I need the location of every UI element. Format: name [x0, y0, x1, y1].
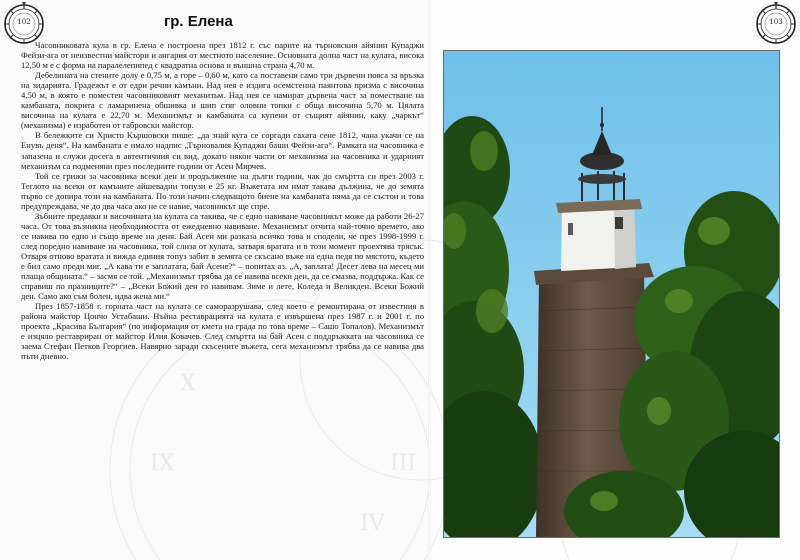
clock-tower-photo — [443, 50, 780, 538]
svg-text:IX: IX — [150, 451, 175, 476]
page-number-right: 103 — [769, 18, 783, 26]
paragraph: Зъбните предавки и височината на кулата са такива, че с едно навиване часовникът може да работи 26-27 часа. От това възникна необходимостта от ежедневно навиване. Механизмът отчита най-точно времето, ако се навива по едно и също време на деня. Бай Асен ми разказа всичко това и сподели, че през 1998-1999 г. след поредно навиване на часовника, той слиза от кулата, затваря вратата и в този момент проехтява трясък. Отваря отново вратата и вижда единия топуз забит в земята се скъсано въже на една педя по мястото, където е бил само преди миг. „А кава ти е заплатата, бай Асене?“ – попитах аз. „А, заплата! Десет лева на месец ми плаща общината.“ – засмя се той. „Механизмът трябва да се навива всеки ден, да се смазва, поддържа. Как се справиш по празниците?“ – „Всеки Божий ден го навивам. Зиме и лете, Коледа и Великден. Всеки Божий ден. Само ако съм болен, идва жена ми.“ — [21, 210, 424, 302]
page-title: гр. Елена — [164, 13, 233, 30]
paragraph: През 1857-1858 г. горната част на кулата се саморазрушава, след което е ремонтирана от известния в района майстор Цончо Устабаши. Нъйна реставрацията на кулата е извършена през 1987 г. и 2001 г. по проекта „Красива България“ (по информация от кмета на града по това време – Сашо Топалов). Механизмът е изцяло реставриран от майстор Илия Ковачев. След смъртта на бай Асен с поддръжката на часовника се зaема Стефан Петков Георгиев. Навярно заради скъсените въжета, сега механизмът трябва да се навива два пъти дневно. — [21, 301, 424, 362]
paragraph: Часовниковата кула в гр. Елена е построена през 1812 г. със парите на търновския айянин Купаджи Фейзи-ага от неизвестни майстори и ангария от местното население. Основната долна част на кулата, висока 12,50 м е с форма на паралелепипед с квадратна основа и външна страна 4,70 м. — [21, 40, 424, 71]
paragraph: Дебелината на стените долу е 0,75 м, а горе – 0,60 м, като са поставени само три дървени пояса за връзка на зидарията. Градежът е от едри речни камъни. Над нея е издига осемстенна паянтова призма с височина 4,50 м, в която е поместен часовниковият механизъм. Над нея се намират дървена част за поместване на камбаната, покрита с ламаринена обшивка и шип стяг оловни топки с обща височина 5,70 м. Цялата височина на кулата е 22,70 м. Механизмът и камбаната са купени от същият айянин, каку „чаркът“ (механизма) е изработен от габровски майстор. — [21, 70, 424, 131]
photo-image — [444, 51, 779, 537]
article-body — [21, 40, 424, 362]
svg-text:X: X — [180, 371, 196, 396]
paragraph: Той се грижи за часовника всеки ден и продължение на дълги години, чак до смъртта си през 2003 г. Теглото на всеки от камъните айшевадни топузи е 25 кг. Въжетата им имат такава дължина, че до земята първо се допира този на камбаната. По този начин следващото биене на камбаната няма да се състои и това предупреждава, че до два часа ако не се навие, часовникът ще спре. — [21, 170, 424, 211]
paragraph: В бележките си Христо Кършовски пише: „да знай куга се соргади сахатa сене 1812, чана укачи се на Енувъ деня“. На камбаната е имало надпис „Търновалия Купаджи баши Фейзи-ага“. Рамката на часовника е запазена и служи досега в автентичния си вид, докато някои части от механизма на часовника и ударният механизъм са подменяни през последните години от Асен Мирчев. — [21, 130, 424, 171]
svg-text:III: III — [390, 451, 417, 476]
page-number-left: 102 — [17, 18, 31, 26]
page-gutter — [428, 0, 431, 560]
page-number-medallion-right — [754, 2, 798, 46]
svg-text:IV: IV — [360, 511, 385, 536]
